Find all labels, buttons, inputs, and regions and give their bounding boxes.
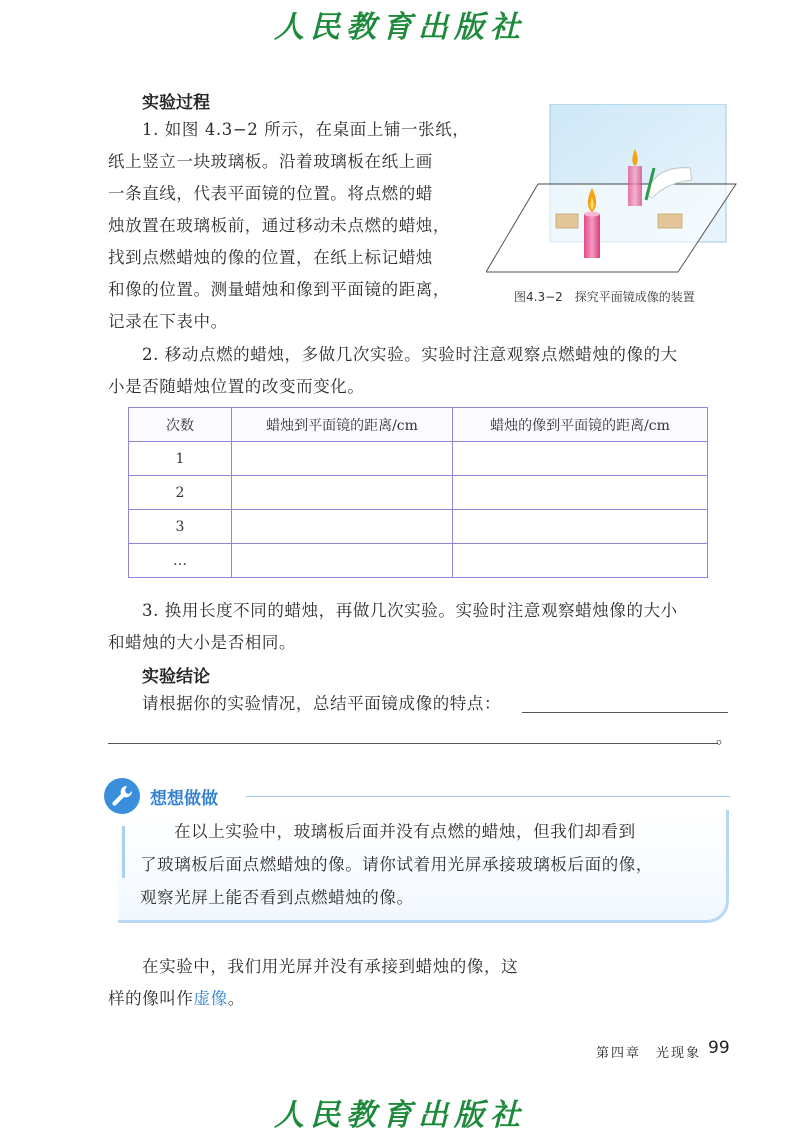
table-cell-empty[interactable] <box>232 476 453 510</box>
table-cell-empty[interactable] <box>453 442 708 476</box>
figure-caption: 图4.3−2 探究平面镜成像的装置 <box>514 290 695 304</box>
table-row <box>129 442 708 476</box>
step1-line: 纸上竖立一块玻璃板。沿着玻璃板在纸上画 <box>108 152 433 171</box>
table-cell-empty[interactable] <box>232 442 453 476</box>
section-title-conclusion: 实验结论 <box>142 667 210 687</box>
answer-blank-line[interactable] <box>108 743 718 744</box>
step2-line: 2. 移动点燃的蜡烛，多做几次实验。实验时注意观察点燃蜡烛的像的大 <box>142 345 678 364</box>
table-header-image-distance: 蜡烛的像到平面镜的距离/cm <box>453 408 708 442</box>
think-title-rule <box>246 796 730 797</box>
closing-line <box>108 983 568 1015</box>
measurement-table <box>128 407 708 578</box>
term-virtual-image: 虚像 <box>193 989 228 1008</box>
think-line: 在以上实验中，玻璃板后面并没有点燃的蜡烛，但我们却看到 <box>174 822 636 841</box>
wrench-icon <box>104 778 140 814</box>
closing-line: 在实验中，我们用光屏并没有承接到蜡烛的像，这 <box>142 957 519 976</box>
closing-suffix: 。 <box>227 989 245 1008</box>
table-row <box>129 544 708 578</box>
step1-line: 记录在下表中。 <box>108 312 228 331</box>
step1-line: 烛放置在玻璃板前，通过移动未点燃的蜡烛， <box>108 216 450 235</box>
conclusion-prompt: 请根据你的实验情况，总结平面镜成像的特点： <box>142 694 502 713</box>
think-line: 了玻璃板后面点燃蜡烛的像。请你试着用光屏承接玻璃板后面的像， <box>140 855 653 874</box>
step1-line: 和像的位置。测量蜡烛和像到平面镜的距离， <box>108 280 450 299</box>
table-cell-empty[interactable] <box>453 510 708 544</box>
table-header-row <box>129 408 708 442</box>
table-row-index: 3 <box>129 510 232 544</box>
table-row <box>129 476 708 510</box>
step3-line: 和蜡烛的大小是否相同。 <box>108 633 297 652</box>
table-row-index: 1 <box>129 442 232 476</box>
step1-line: 找到点燃蜡烛的像的位置，在纸上标记蜡烛 <box>108 248 433 267</box>
footer-brand: 人民教育出版社 <box>274 1098 526 1133</box>
step2-line: 小是否随蜡烛位置的改变而变化。 <box>108 377 365 396</box>
table-cell-empty[interactable] <box>453 476 708 510</box>
think-title: 想想做做 <box>150 789 218 809</box>
chapter-label: 第四章 光现象 <box>596 1046 702 1061</box>
think-box-accent-bar <box>122 826 125 878</box>
mirror-setup-figure <box>486 104 741 279</box>
table-cell-empty[interactable] <box>232 510 453 544</box>
step3-paragraph <box>108 595 728 659</box>
answer-blank-line[interactable] <box>522 712 728 713</box>
table-row-index: … <box>129 544 232 578</box>
page-number: 99 <box>708 1038 730 1058</box>
think-line: 观察光屏上能否看到点燃蜡烛的像。 <box>140 888 414 907</box>
table-cell-empty[interactable] <box>453 544 708 578</box>
table-header-candle-distance: 蜡烛到平面镜的距离/cm <box>232 408 453 442</box>
section-title-process: 实验过程 <box>142 93 210 113</box>
step1-paragraph <box>108 114 482 338</box>
header-brand: 人民教育出版社 <box>274 10 526 45</box>
table-row-index: 2 <box>129 476 232 510</box>
answer-end-mark: 。 <box>716 728 734 747</box>
table-cell-empty[interactable] <box>232 544 453 578</box>
step1-line: 一条直线，代表平面镜的位置。将点燃的蜡 <box>108 184 433 203</box>
table-row <box>129 510 708 544</box>
think-text <box>140 815 720 914</box>
table-header-count: 次数 <box>129 408 232 442</box>
step3-line: 3. 换用长度不同的蜡烛，再做几次实验。实验时注意观察蜡烛像的大小 <box>142 601 678 620</box>
step1-line: 1. 如图 4.3−2 所示，在桌面上铺一张纸， <box>142 120 470 139</box>
step2-paragraph <box>108 339 728 403</box>
closing-prefix: 样的像叫作 <box>108 989 194 1008</box>
closing-paragraph <box>108 951 568 1015</box>
